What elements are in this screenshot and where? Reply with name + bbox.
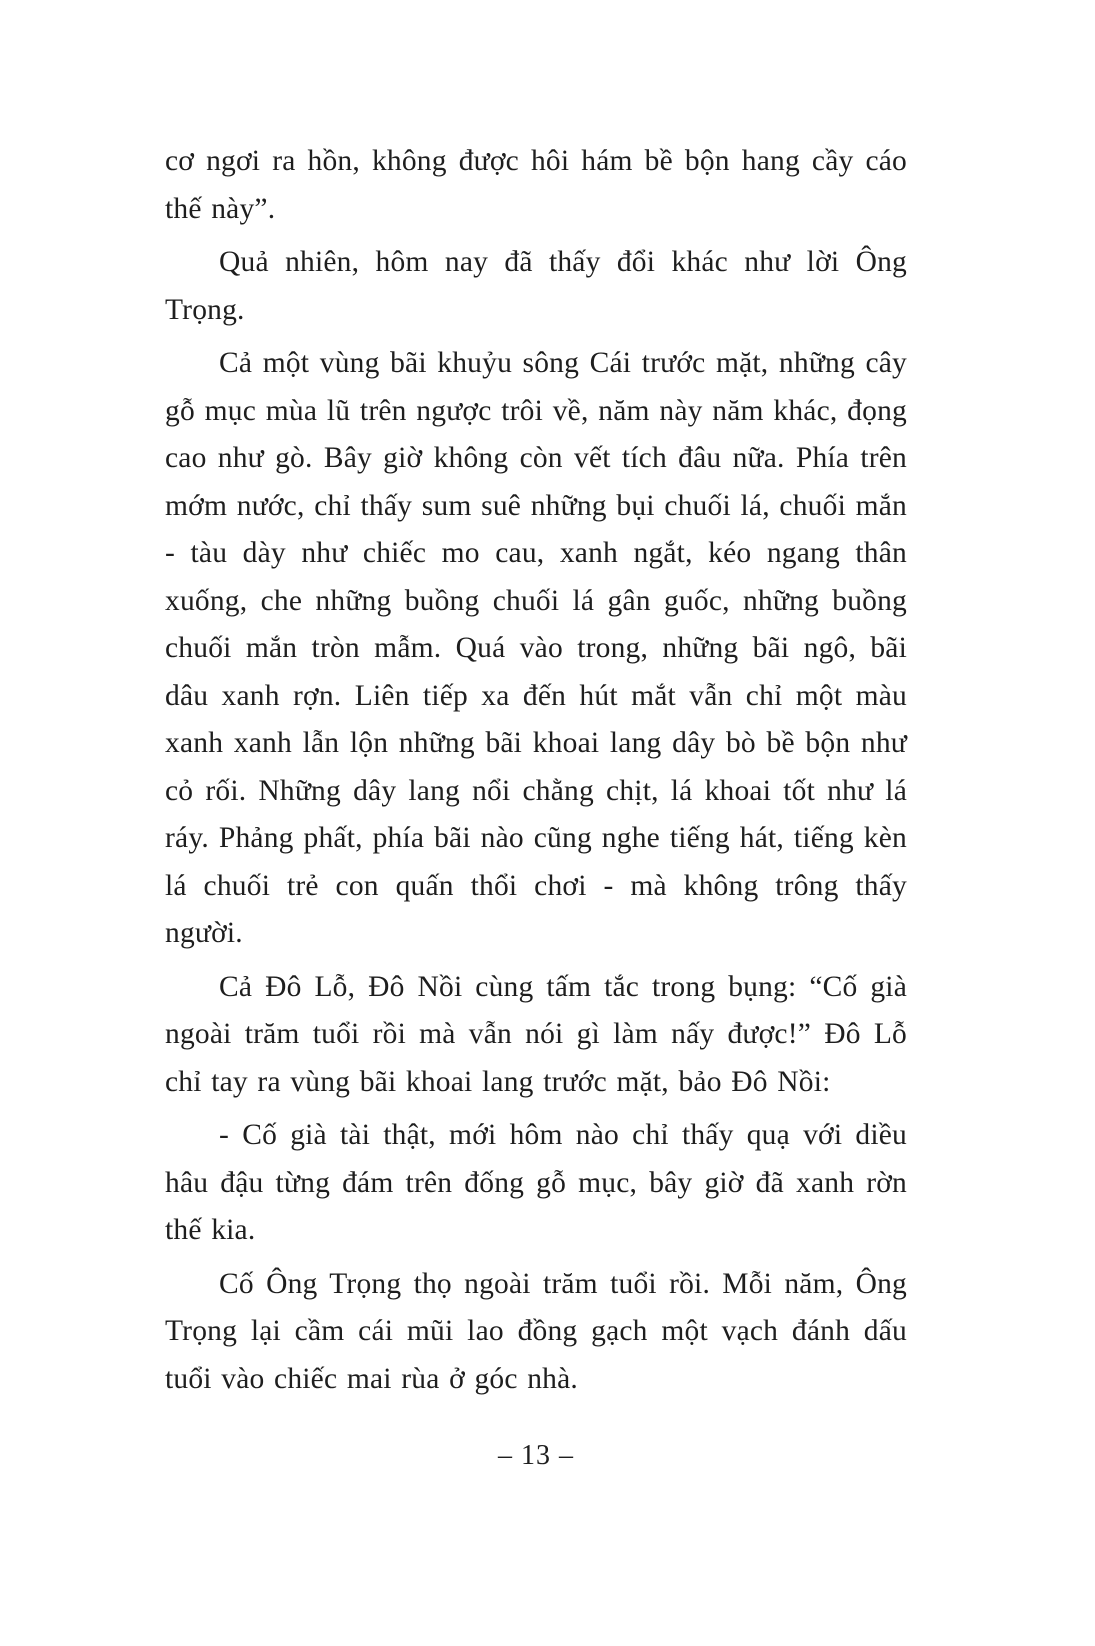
page-number: – 13 – bbox=[498, 1440, 574, 1471]
paragraph-dialogue: - Cố già tài thật, mới hôm nào chỉ thấy quạ với diều hâu đậu từng đám trên đống gỗ mục, bây giờ đã xanh rờn thế kia. bbox=[165, 1119, 907, 1246]
paragraph: Cả Đô Lỗ, Đô Nồi cùng tấm tắc trong bụng: “Cố già ngoài trăm tuổi rồi mà vẫn nói gì làm nấy được!” Đô Lỗ chỉ tay ra vùng bãi khoai lang trước mặt, bảo Đô Nồi: bbox=[165, 970, 907, 1098]
paragraph: Quả nhiên, hôm nay đã thấy đổi khác như lời Ông Trọng. bbox=[165, 246, 907, 326]
paragraph: Cố Ông Trọng thọ ngoài trăm tuổi rồi. Mỗi năm, Ông Trọng lại cầm cái mũi lao đồng gạch một vạch đánh dấu tuổi vào chiếc mai rùa ở góc nhà. bbox=[165, 1267, 907, 1395]
text-block bbox=[165, 138, 907, 1409]
paragraph-continuation: cơ ngơi ra hồn, không được hôi hám bề bộn hang cầy cáo thế này”. bbox=[165, 145, 907, 225]
paragraph: Cả một vùng bãi khuỷu sông Cái trước mặt, những cây gỗ mục mùa lũ trên ngược trôi về, năm này năm khác, đọng cao như gò. Bây giờ không còn vết tích đâu nữa. Phía trên mớm nước, chỉ thấy sum suê những bụi chuối lá, chuối mắn - tàu dày như chiếc mo cau, xanh ngắt, kéo ngang thân xuống, che những buồng chuối lá gân guốc, những buồng chuối mắn tròn mẫm. Quá vào trong, những bãi ngô, bãi dâu xanh rợn. Liên tiếp xa đến hút mắt vẫn chỉ một màu xanh xanh lẫn lộn những bãi khoai lang dây bò bề bộn như cỏ rối. Những dây lang nổi chằng chịt, lá khoai tốt như lá ráy. Phảng phất, phía bãi nào cũng nghe tiếng hát, tiếng kèn lá chuối trẻ con quấn thổi chơi - mà không trông thấy người. bbox=[165, 347, 907, 949]
